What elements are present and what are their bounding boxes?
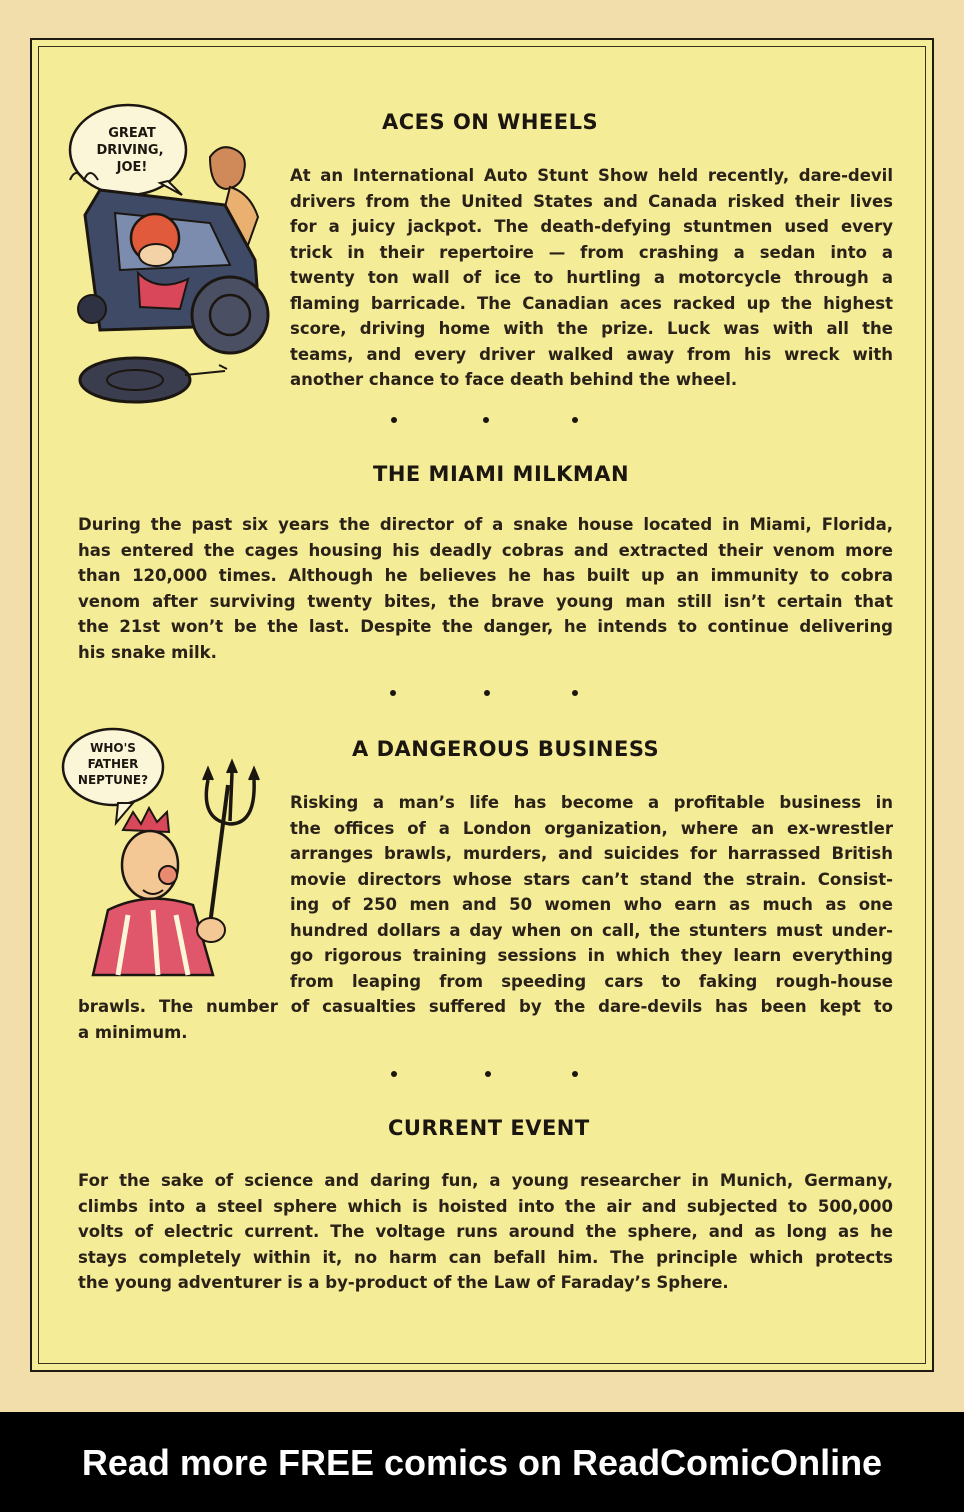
body-line: hundred dollars a day when on call, the stunters must under- — [290, 920, 893, 940]
body-line: drivers from the United States and Canada risked their lives — [290, 191, 893, 211]
body-line: go rigorous training sessions in which they learn everything — [290, 946, 893, 965]
section-divider-dot — [484, 690, 490, 696]
body-line: flaming barricade. The Canadian aces racked up the highest — [290, 293, 893, 313]
body-line: twenty ton wall of ice to hurtling a motorcycle through a — [290, 268, 893, 287]
section-divider-dot — [390, 690, 396, 696]
article-body-dangerous-business-continued — [78, 994, 893, 1045]
body-line: the 21st won’t be the last. Despite the danger, he intends to continue delivering — [78, 617, 893, 636]
section-divider-dot — [483, 417, 489, 423]
body-line: for a juicy jackpot. The death-defying stuntmen used every — [290, 217, 893, 236]
body-line: venom after surviving twenty bites, the brave young man still isn’t certain that — [78, 591, 893, 611]
race-car-illustration — [60, 95, 275, 415]
body-line: At an International Auto Stunt Show held recently, dare-devil — [290, 166, 893, 185]
section-divider-dot — [391, 417, 397, 423]
neptune-illustration — [58, 725, 283, 985]
bubble-line-1: WHO'S — [90, 741, 136, 755]
section-divider-dot — [572, 690, 578, 696]
body-line: teams, and every driver walked away from his wreck with — [290, 344, 893, 364]
body-line: brawls. The number of casualties suffered by the dare-devils has been kept to — [78, 997, 893, 1016]
body-line: than 120,000 times. Although he believes he has built up an immunity to cobra — [78, 566, 893, 585]
section-divider-dot — [572, 1071, 578, 1077]
bubble-line-3: JOE! — [116, 160, 148, 175]
article-body-miami-milkman — [78, 512, 893, 665]
body-line: Risking a man’s life has become a profitable business in — [290, 793, 893, 812]
article-title-miami-milkman: THE MIAMI MILKMAN — [373, 462, 630, 486]
article-body-aces-on-wheels — [290, 163, 893, 393]
bubble-line-2: DRIVING, — [96, 143, 164, 158]
body-line: stays completely within it, no harm can befall him. The principle which protects — [78, 1247, 893, 1267]
promo-banner — [0, 1412, 964, 1512]
body-line: the young adventurer is a by-product of the Law of Faraday’s Sphere. — [78, 1273, 729, 1292]
body-line: For the sake of science and daring fun, a young researcher in Munich, Germany, — [78, 1171, 893, 1190]
body-line: ing of 250 men and 50 women who earn as much as one — [290, 895, 893, 914]
body-line: arranges brawls, murders, and suicides for harrassed British — [290, 844, 893, 863]
article-body-current-event — [78, 1168, 893, 1296]
section-divider-dot — [391, 1071, 397, 1077]
body-line: a minimum. — [78, 1022, 188, 1042]
body-line: another chance to face death behind the wheel. — [290, 370, 738, 389]
article-title-current-event: CURRENT EVENT — [388, 1116, 590, 1140]
body-line: score, driving home with the prize. Luck was with all the — [290, 319, 893, 338]
body-line: the offices of a London organization, where an ex-wrestler — [290, 818, 893, 838]
article-title-aces-on-wheels: ACES ON WHEELS — [382, 110, 599, 134]
bubble-line-2: FATHER — [87, 757, 139, 771]
section-divider-dot — [485, 1071, 491, 1077]
body-line: his snake milk. — [78, 642, 217, 662]
body-line: volts of electric current. The voltage runs around the sphere, and as long as he — [78, 1222, 893, 1241]
article-body-dangerous-business — [290, 790, 893, 994]
article-title-dangerous-business: A DANGEROUS BUSINESS — [352, 737, 660, 761]
bubble-line-3: NEPTUNE? — [77, 773, 149, 787]
body-line: has entered the cages housing his deadly cobras and extracted their venom more — [78, 540, 893, 560]
body-line: movie directors whose stars can’t stand the strain. Consist- — [290, 869, 893, 889]
bubble-line-1: GREAT — [108, 126, 156, 141]
body-line: from leaping from speeding cars to faking rough-house — [290, 971, 893, 991]
body-line: During the past six years the director of a snake house located in Miami, Florida, — [78, 515, 893, 534]
body-line: trick in their repertoire — from crashing a sedan into a — [290, 242, 893, 262]
promo-link[interactable]: Read more FREE comics on ReadComicOnline — [81, 1442, 883, 1483]
body-line: climbs into a steel sphere which is hoisted into the air and subjected to 500,000 — [78, 1196, 893, 1216]
section-divider-dot — [572, 417, 578, 423]
